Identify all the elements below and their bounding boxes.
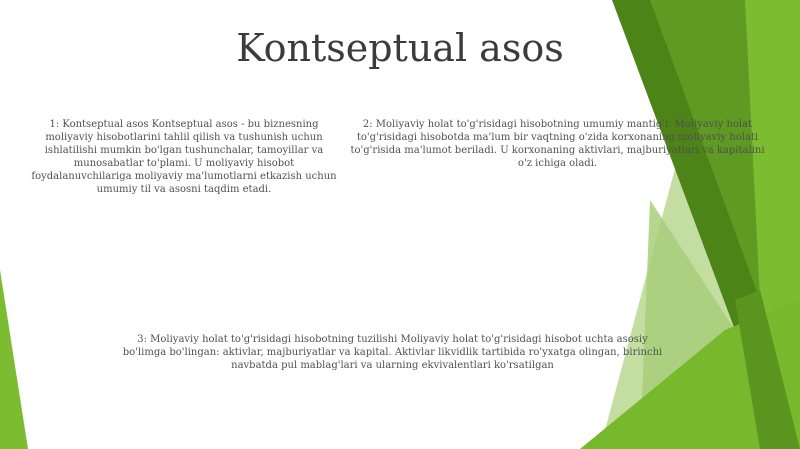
- text-block-1: 1: Kontseptual asos Kontseptual asos - bu biznesning moliyaviy hisobotlarini tahlil qilish va tushunish uchun ishlatilishi mumkin bo'lgan tushunchalar, tamoyillar va munosabatlar to'plami. U moliyaviy hisobot foydalanuvchilariga moliyaviy ma'lumotlarni etkazish uchun umumiy til va asosni taqdim etadi.: [31, 119, 337, 195]
- deco-left-wedge: [0, 270, 28, 449]
- slide-title: Kontseptual asos: [236, 26, 564, 70]
- text-block-3: 3: Moliyaviy holat to'g'risidagi hisobotning tuzilishi Moliyaviy holat to'g'risidagi hisobot uchta asosiy bo'limga bo'lingan: aktivlar, majburiyatlar va kapital. Aktivlar likvidlik tartibida ro'yxatga olingan, birinchi navbatda pul mablag'lari va ularning ekvivalentlari ko'rsatilgan: [122, 334, 663, 371]
- text-block-2: 2: Moliyaviy holat to'g'risidagi hisobotning umumiy mantig'i. Moliyaviy holat to'g'risidagi hisobotda ma'lum bir vaqtning o'zida korxonaning moliyaviy holati to'g'risida ma'lumot beriladi. U korxonaning aktivlari, majburiyatlari va kapitalini o'z ichiga oladi.: [350, 119, 765, 169]
